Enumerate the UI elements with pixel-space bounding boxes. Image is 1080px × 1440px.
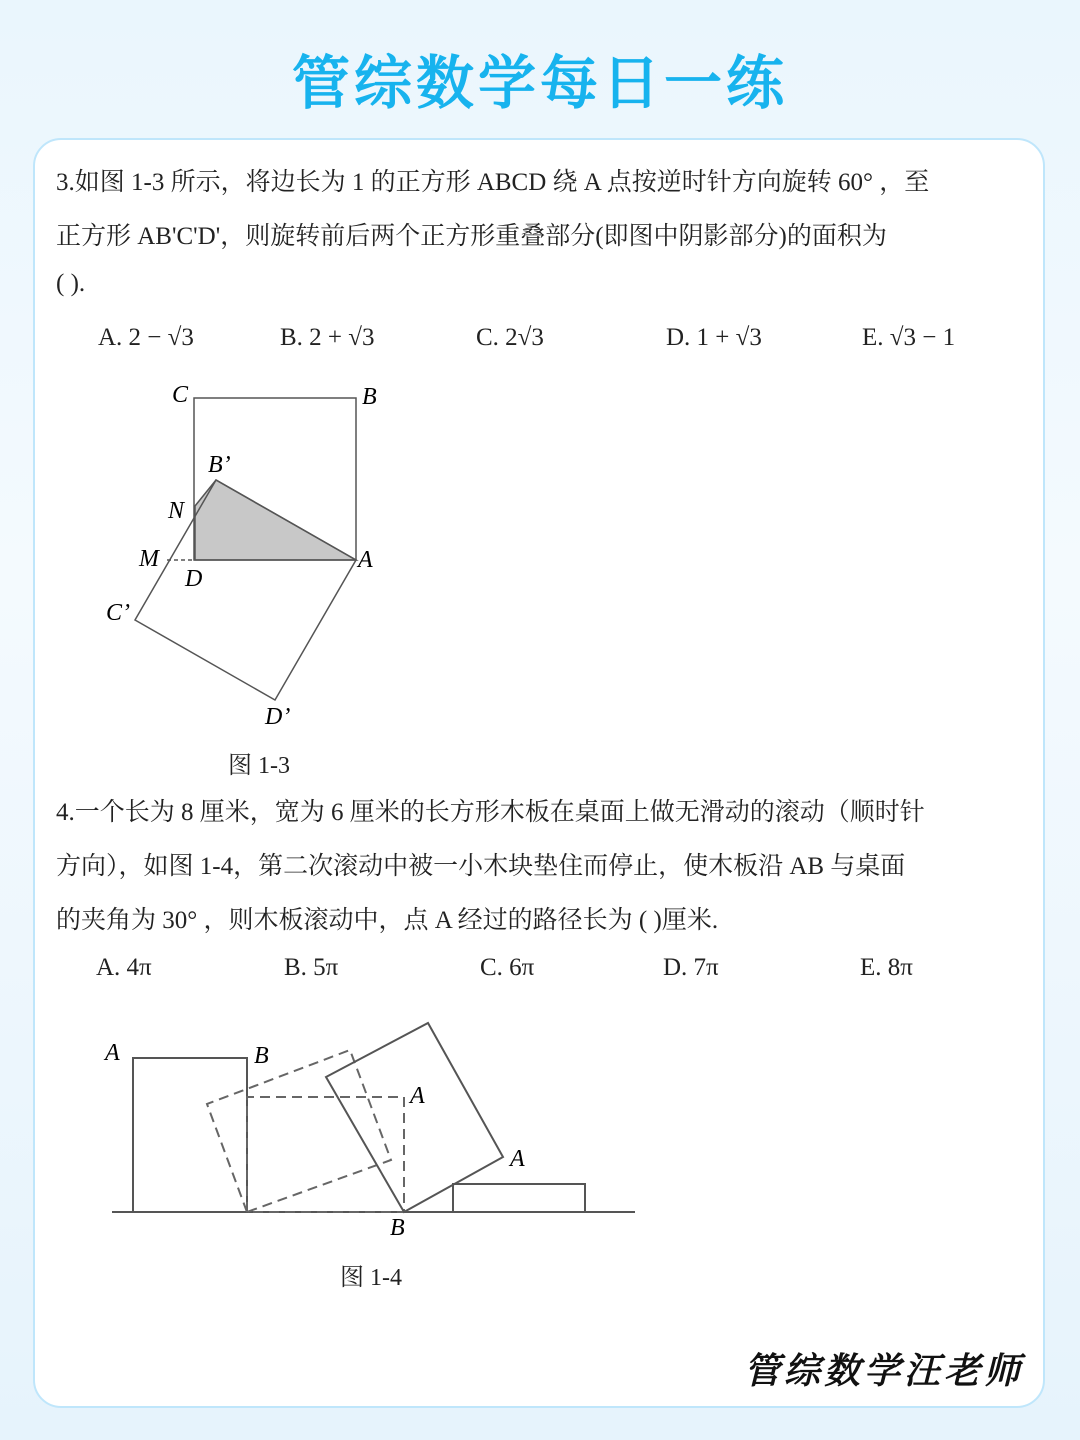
board-initial — [133, 1058, 247, 1212]
q4-option-c: C. 6π — [480, 954, 535, 981]
label-c-prime: C’ — [106, 600, 130, 626]
label-a: A — [358, 547, 373, 573]
label-a-initial: A — [105, 1040, 120, 1066]
page-title: 管综数学每日一练 — [291, 49, 788, 117]
board-tilted-dashed — [207, 1050, 391, 1212]
small-block — [453, 1184, 585, 1212]
q3-option-b: B. 2 + √3 — [280, 324, 375, 351]
overlap-shade — [195, 480, 356, 560]
q4-option-d: D. 7π — [663, 954, 719, 981]
figure-1-3 — [90, 375, 410, 735]
q3-option-d: D. 1 + √3 — [666, 324, 762, 351]
q4-text-line-1: 4.一个长为 8 厘米，宽为 6 厘米的长方形木板在桌面上做无滑动的滚动（顺时针 — [56, 799, 925, 826]
q4-option-a: A. 4π — [96, 954, 152, 981]
label-b-prime: B’ — [208, 452, 231, 478]
q4-text-line-2: 方向），如图 1-4，第二次滚动中被一小木块垫住而停止，使木板沿 AB 与桌面 — [56, 853, 906, 880]
label-b: B — [362, 384, 377, 410]
q4-option-b: B. 5π — [284, 954, 339, 981]
label-b-pivot: B — [390, 1215, 405, 1241]
author-signature: 管综数学汪老师 — [743, 1350, 1024, 1392]
q3-option-c: C. 2√3 — [476, 324, 544, 351]
label-n: N — [168, 498, 185, 524]
board-first-roll-dashed — [247, 1097, 404, 1212]
label-a-middle: A — [410, 1083, 425, 1109]
label-d-prime: D’ — [265, 704, 291, 730]
label-b-initial: B — [254, 1043, 269, 1069]
q3-text-line-1: 3.如图 1-3 所示，将边长为 1 的正方形 ABCD 绕 A 点按逆时针方向旋转 60° ，至 — [56, 169, 930, 196]
label-c: C — [172, 382, 189, 408]
figure-1-3-caption: 图 1-3 — [228, 753, 290, 779]
label-d: D — [185, 566, 203, 592]
label-a-final: A — [510, 1146, 525, 1172]
label-m: M — [139, 546, 159, 572]
q4-option-e: E. 8π — [860, 954, 913, 981]
q3-option-e: E. √3 − 1 — [862, 324, 956, 351]
q3-text-line-3: ( ). — [56, 270, 86, 297]
q3-option-a: A. 2 − √3 — [98, 324, 194, 351]
figure-1-4-caption: 图 1-4 — [340, 1265, 402, 1291]
q3-text-line-2: 正方形 AB'C'D'，则旋转前后两个正方形重叠部分(即图中阴影部分)的面积为 — [56, 223, 887, 250]
q4-text-line-3: 的夹角为 30° ，则木板滚动中，点 A 经过的路径长为 ( )厘米. — [56, 907, 719, 934]
figure-1-4 — [100, 1010, 645, 1245]
